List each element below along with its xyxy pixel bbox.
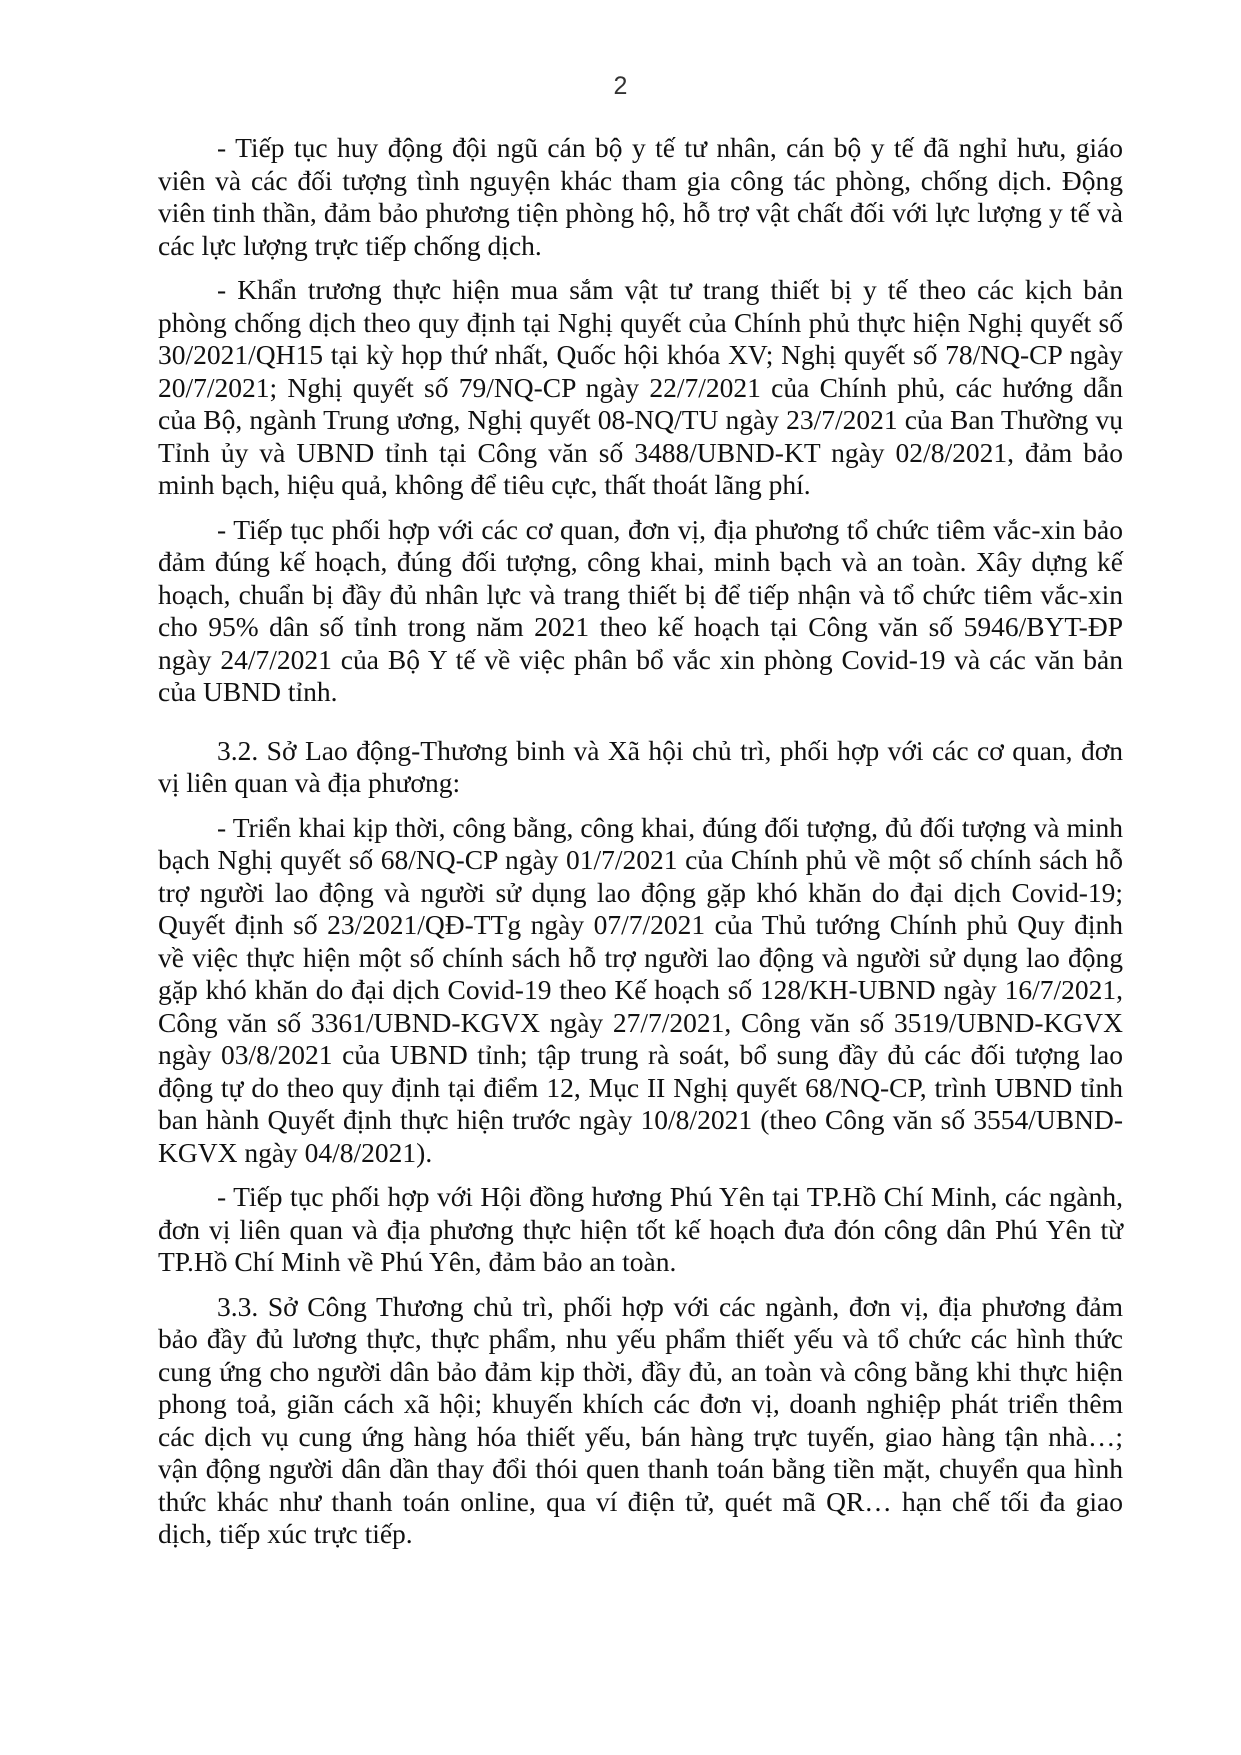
section-paragraph-3-3: 3.3. Sở Công Thương chủ trì, phối hợp với các ngành, đơn vị, địa phương đảm bảo đầy đủ lương thực, thực phẩm, nhu yếu phẩm thiết yếu và tổ chức các hình thức cung ứng cho người dân bảo đảm kịp thời, đầy đủ, an toàn và công bằng khi thực hiện phong toả, giãn cách xã hội; khuyến khích các đơn vị, doanh nghiệp phát triển thêm các dịch vụ cung ứng hàng hóa thiết yếu, bán hàng trực tuyến, giao hàng tận nhà…; vận động người dân dần thay đổi thói quen thanh toán bằng tiền mặt, chuyển qua hình thức khác như thanh toán online, qua ví điện tử, quét mã QR… hạn chế tối đa giao dịch, tiếp xúc trực tiếp. xyxy=(158,1290,1123,1549)
document-body xyxy=(158,132,1123,1563)
paragraph-mobilize-medical-staff: - Tiếp tục huy động đội ngũ cán bộ y tế tư nhân, cán bộ y tế đã nghỉ hưu, giáo viên và các đối tượng tình nguyện khác tham gia công tác phòng, chống dịch. Động viên tinh thần, đảm bảo phương tiện phòng hộ, hỗ trợ vật chất đối với lực lượng y tế và các lực lượng trực tiếp chống dịch. xyxy=(158,132,1123,261)
paragraph-procure-medical-equipment: - Khẩn trương thực hiện mua sắm vật tư trang thiết bị y tế theo các kịch bản phòng chống dịch theo quy định tại Nghị quyết của Chính phủ thực hiện Nghị quyết số 30/2021/QH15 tại kỳ họp thứ nhất, Quốc hội khóa XV; Nghị quyết số 78/NQ-CP ngày 20/7/2021; Nghị quyết số 79/NQ-CP ngày 22/7/2021 của Chính phủ, các hướng dẫn của Bộ, ngành Trung ương, Nghị quyết 08-NQ/TU ngày 23/7/2021 của Ban Thường vụ Tỉnh ủy và UBND tỉnh tại Công văn số 3488/UBND-KT ngày 02/8/2021, đảm bảo minh bạch, hiệu quả, không để tiêu cực, thất thoát lãng phí. xyxy=(158,274,1123,500)
section-heading-3-2: 3.2. Sở Lao động-Thương binh và Xã hội chủ trì, phối hợp với các cơ quan, đơn vị liên quan và địa phương: xyxy=(158,734,1123,798)
page-number: 2 xyxy=(613,72,628,100)
paragraph-vaccination-plan: - Tiếp tục phối hợp với các cơ quan, đơn vị, địa phương tổ chức tiêm vắc-xin bảo đảm đúng kế hoạch, đúng đối tượng, công khai, minh bạch và an toàn. Xây dựng kế hoạch, chuẩn bị đầy đủ nhân lực và trang thiết bị để tiếp nhận và tổ chức tiêm vắc-xin cho 95% dân số tỉnh trong năm 2021 theo kế hoạch tại Công văn số 5946/BYT-ĐP ngày 24/7/2021 của Bộ Y tế về việc phân bổ vắc xin phòng Covid-19 và các văn bản của UBND tỉnh. xyxy=(158,513,1123,707)
paragraph-citizen-transport: - Tiếp tục phối hợp với Hội đồng hương Phú Yên tại TP.Hồ Chí Minh, các ngành, đơn vị liên quan và địa phương thực hiện tốt kế hoạch đưa đón công dân Phú Yên từ TP.Hồ Chí Minh về Phú Yên, đảm bảo an toàn. xyxy=(158,1181,1123,1277)
paragraph-labor-support-policy: - Triển khai kịp thời, công bằng, công khai, đúng đối tượng, đủ đối tượng và minh bạch Nghị quyết số 68/NQ-CP ngày 01/7/2021 của Chính phủ về một số chính sách hỗ trợ người lao động và người sử dụng lao động gặp khó khăn do đại dịch Covid-19; Quyết định số 23/2021/QĐ-TTg ngày 07/7/2021 của Thủ tướng Chính phủ Quy định về việc thực hiện một số chính sách hỗ trợ người lao động và người sử dụng lao động gặp khó khăn do đại dịch Covid-19 theo Kế hoạch số 128/KH-UBND ngày 16/7/2021, Công văn số 3361/UBND-KGVX ngày 27/7/2021, Công văn số 3519/UBND-KGVX ngày 03/8/2021 của UBND tỉnh; tập trung rà soát, bổ sung đầy đủ các đối tượng lao động tự do theo quy định tại điểm 12, Mục II Nghị quyết 68/NQ-CP, trình UBND tỉnh ban hành Quyết định thực hiện trước ngày 10/8/2021 (theo Công văn số 3554/UBND-KGVX ngày 04/8/2021). xyxy=(158,811,1123,1168)
